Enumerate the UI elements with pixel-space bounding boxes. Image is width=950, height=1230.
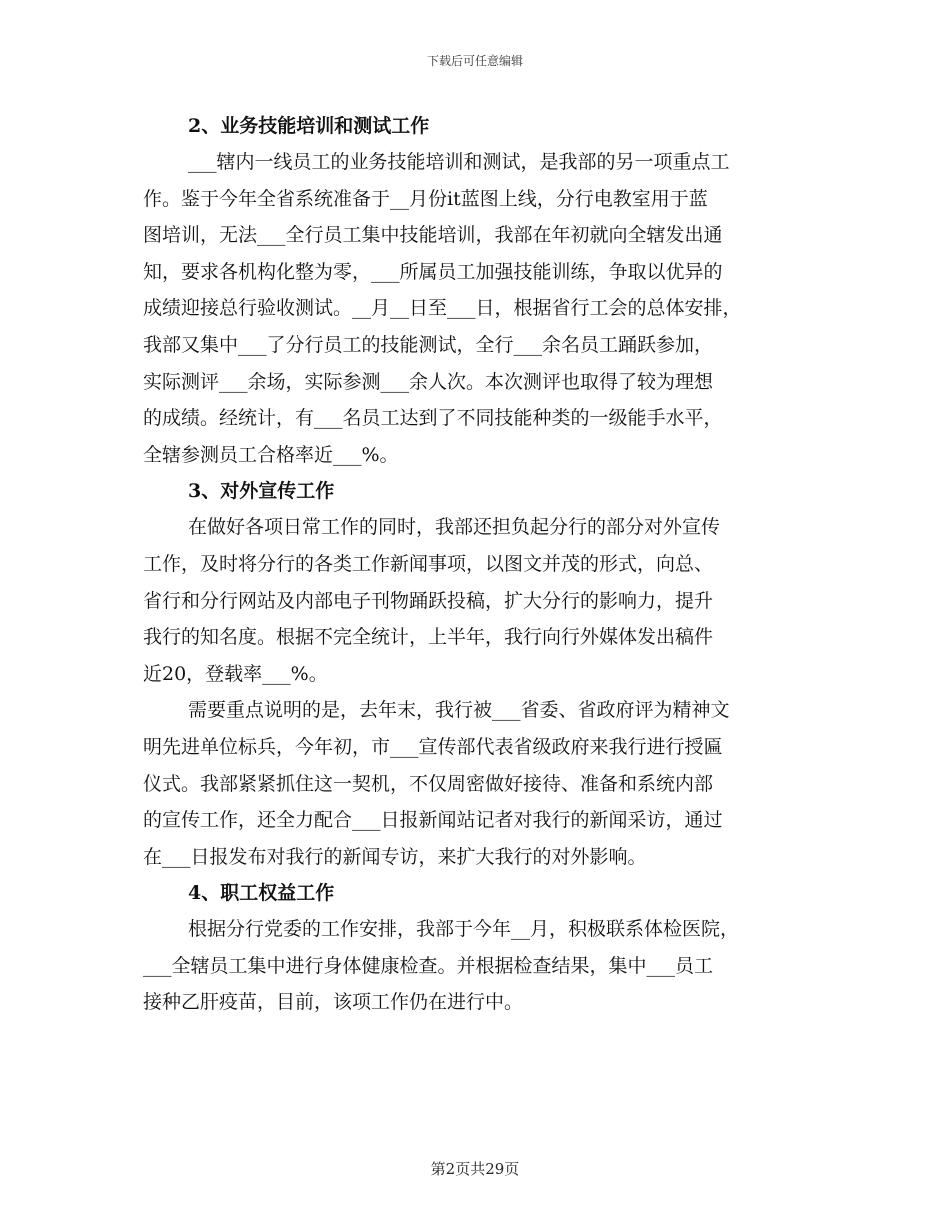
text-line: 实际测评___余场，实际参测___余人次。本次测评也取得了较为理想 xyxy=(143,370,714,393)
text-line: 根据分行党委的工作安排，我部于今年__月，积极联系体检医院， xyxy=(188,918,740,941)
text-line: 在___日报发布对我行的新闻专访，来扩大我行的对外影响。 xyxy=(143,845,647,868)
text-line: 我行的知名度。根据不完全统计，上半年，我行向行外媒体发出稿件 xyxy=(143,626,714,649)
page-header: 下载后可任意编辑 xyxy=(426,54,523,68)
text-line: 知，要求各机构化整为零，___所属员工加强技能训练，争取以优异的 xyxy=(143,260,723,283)
text-line: 作。鉴于今年全省系统准备于__月份it蓝图上线，分行电教室用于蓝 xyxy=(143,187,708,210)
text-line: ___全辖员工集中进行身体健康检查。并根据检查结果，集中___员工 xyxy=(143,954,714,977)
text-line: 的宣传工作，还全力配合___日报新闻站记者对我行的新闻采访，通过 xyxy=(143,809,723,832)
text-line: 接种乙肝疫苗，目前，该项工作仍在进行中。 xyxy=(143,991,524,1014)
text-line: 省行和分行网站及内部电子刊物踊跃投稿，扩大分行的影响力，提升 xyxy=(143,589,714,612)
paragraph xyxy=(143,692,815,875)
section-heading: 3、对外宣传工作 xyxy=(188,480,335,503)
text-line: 成绩迎接总行验收测试。__月__日至___日，根据省行工会的总体安排， xyxy=(143,297,742,320)
text-line: 明先进单位标兵，今年初，市___宣传部代表省级政府来我行进行授匾 xyxy=(143,735,723,758)
section-heading: 4、职工权益工作 xyxy=(188,882,335,905)
text-line: 在做好各项日常工作的同时，我部还担负起分行的部分对外宣传 xyxy=(188,516,721,539)
paragraph xyxy=(143,144,815,473)
document-body xyxy=(143,108,815,1021)
text-line: 近20，登载率___%。 xyxy=(143,662,328,685)
text-line: 工作，及时将分行的各类工作新闻事项，以图文并茂的形式，向总、 xyxy=(143,552,714,575)
text-line: ___辖内一线员工的业务技能培训和测试，是我部的另一项重点工 xyxy=(188,151,730,173)
text-line: 我部又集中___了分行员工的技能测试，全行___余名员工踊跃参加， xyxy=(143,333,714,356)
text-line: 的成绩。经统计，有___名员工达到了不同技能种类的一级能手水平， xyxy=(143,407,723,430)
text-line: 需要重点说明的是，去年末，我行被___省委、省政府评为精神文 xyxy=(188,699,730,722)
page-number: 第2页共29页 xyxy=(430,1160,520,1178)
paragraph xyxy=(143,911,815,1021)
text-line: 全辖参测员工合格率近___%。 xyxy=(143,443,399,466)
paragraph xyxy=(143,509,815,692)
text-line: 图培训，无法___全行员工集中技能培训，我部在年初就向全辖发出通 xyxy=(143,224,723,247)
text-line: 仪式。我部紧紧抓住这一契机，不仅周密做好接待、准备和系统内部 xyxy=(143,772,714,795)
section-heading: 2、业务技能培训和测试工作 xyxy=(188,115,430,137)
